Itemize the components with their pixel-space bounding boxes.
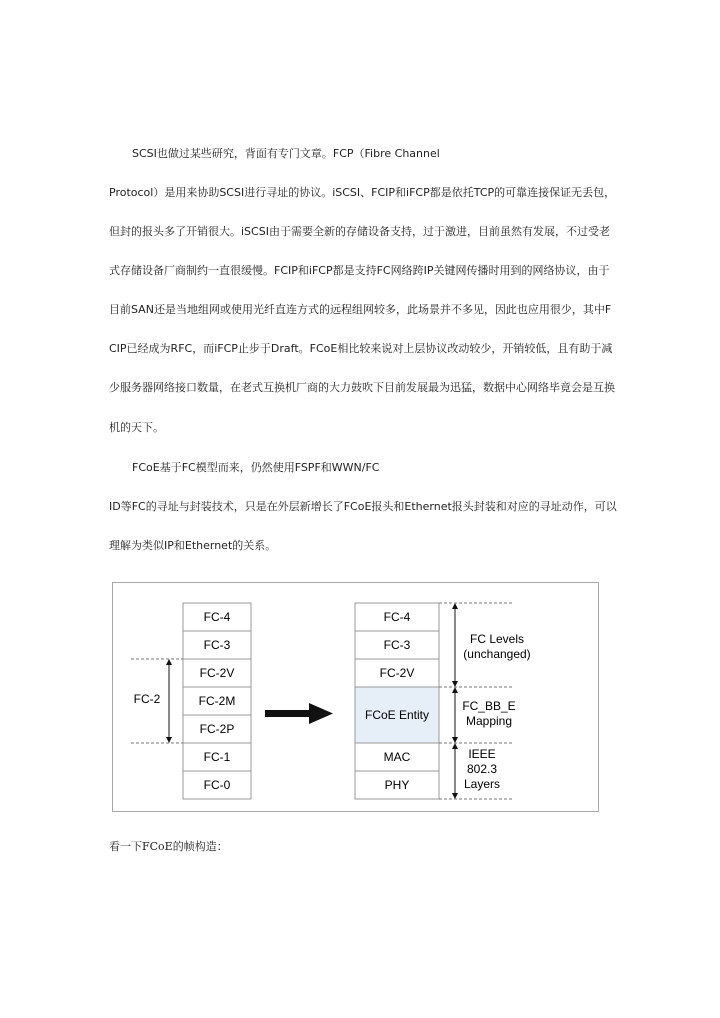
group-fc-levels-line2: (unchanged) — [463, 647, 531, 661]
left-label-fc2p: FC-2P — [199, 722, 235, 736]
fc2-label: FC-2 — [133, 692, 161, 706]
fcoe-layer-diagram — [112, 582, 599, 812]
text-line: 但封的报头多了开销很大。iSCSI由于需要全新的存储设备支持，过于激进，目前虽然有发展，不过受老 — [109, 225, 610, 238]
right-label-phy: PHY — [384, 778, 410, 792]
group-fc-levels — [463, 632, 530, 661]
right-label-fc3: FC-3 — [383, 638, 411, 652]
right-stack — [355, 603, 439, 799]
right-label-fcoe-entity: FCoE Entity — [364, 708, 430, 722]
right-label-mac: MAC — [383, 750, 411, 764]
left-label-fc1: FC-1 — [203, 750, 231, 764]
left-label-fc4: FC-4 — [203, 610, 231, 624]
right-label-fc2v: FC-2V — [379, 666, 415, 680]
group-fc-bb-e-line2: Mapping — [465, 714, 513, 728]
group-ieee-line1: IEEE — [468, 747, 496, 761]
diagram-svg — [113, 583, 598, 811]
text-line: Protocol）是用来协助SCSI进行寻址的协议。iSCSI、FCIP和iFCP都是依托TCP的可靠连接保证无丢包， — [109, 186, 616, 199]
left-label-fc0: FC-0 — [203, 778, 231, 792]
figure-caption: 看一下FCoE的帧构造： — [109, 840, 228, 853]
transform-arrow — [265, 703, 333, 724]
text-line: ID等FC的寻址与封装技术，只是在外层新增长了FCoE报头和Ethernet报头封装和对应的寻址动作，可以 — [109, 500, 617, 513]
fc2-bracket — [129, 659, 183, 743]
left-stack — [183, 603, 251, 799]
group-ieee — [464, 747, 500, 791]
group-fc-levels-line1: FC Levels — [469, 632, 525, 646]
left-label-fc2m: FC-2M — [198, 694, 236, 708]
text-line: FCoE基于FC模型而来，仍然使用FSPF和WWN/FC — [132, 461, 380, 474]
text-line: 理解为类似IP和Ethernet的关系。 — [109, 539, 277, 552]
right-label-fc4: FC-4 — [383, 610, 411, 624]
group-ieee-line2: 802.3 — [466, 762, 498, 776]
text-line: 目前SAN还是当地组网或使用光纤直连方式的远程组网较多，此场景并不多见，因此也应用很少，其中F — [109, 303, 612, 316]
group-fc-bb-e — [462, 699, 515, 728]
text-line: SCSI也做过某些研究，背面有专门文章。FCP（Fibre Channel — [132, 147, 440, 160]
text-line: 少服务器网络接口数量，在老式互换机厂商的大力鼓吹下目前发展最为迅猛，数据中心网络毕竟会是互换 — [109, 381, 615, 394]
left-label-fc3: FC-3 — [203, 638, 231, 652]
group-fc-bb-e-line1: FC_BB_E — [462, 699, 516, 713]
text-line: 机的天下。 — [109, 421, 164, 434]
text-line: CIP已经成为RFC，而iFCP止步于Draft。FCoE相比较来说对上层协议改动较少，开销较低，且有助于减 — [109, 342, 613, 355]
left-label-fc2v: FC-2V — [199, 666, 235, 680]
text-line: 式存储设备厂商制约一直很缓慢。FCIP和iFCP都是支持FC网络跨IP关键网传播时用到的网络协议，由于 — [109, 264, 610, 277]
group-ieee-line3: Layers — [463, 777, 501, 791]
